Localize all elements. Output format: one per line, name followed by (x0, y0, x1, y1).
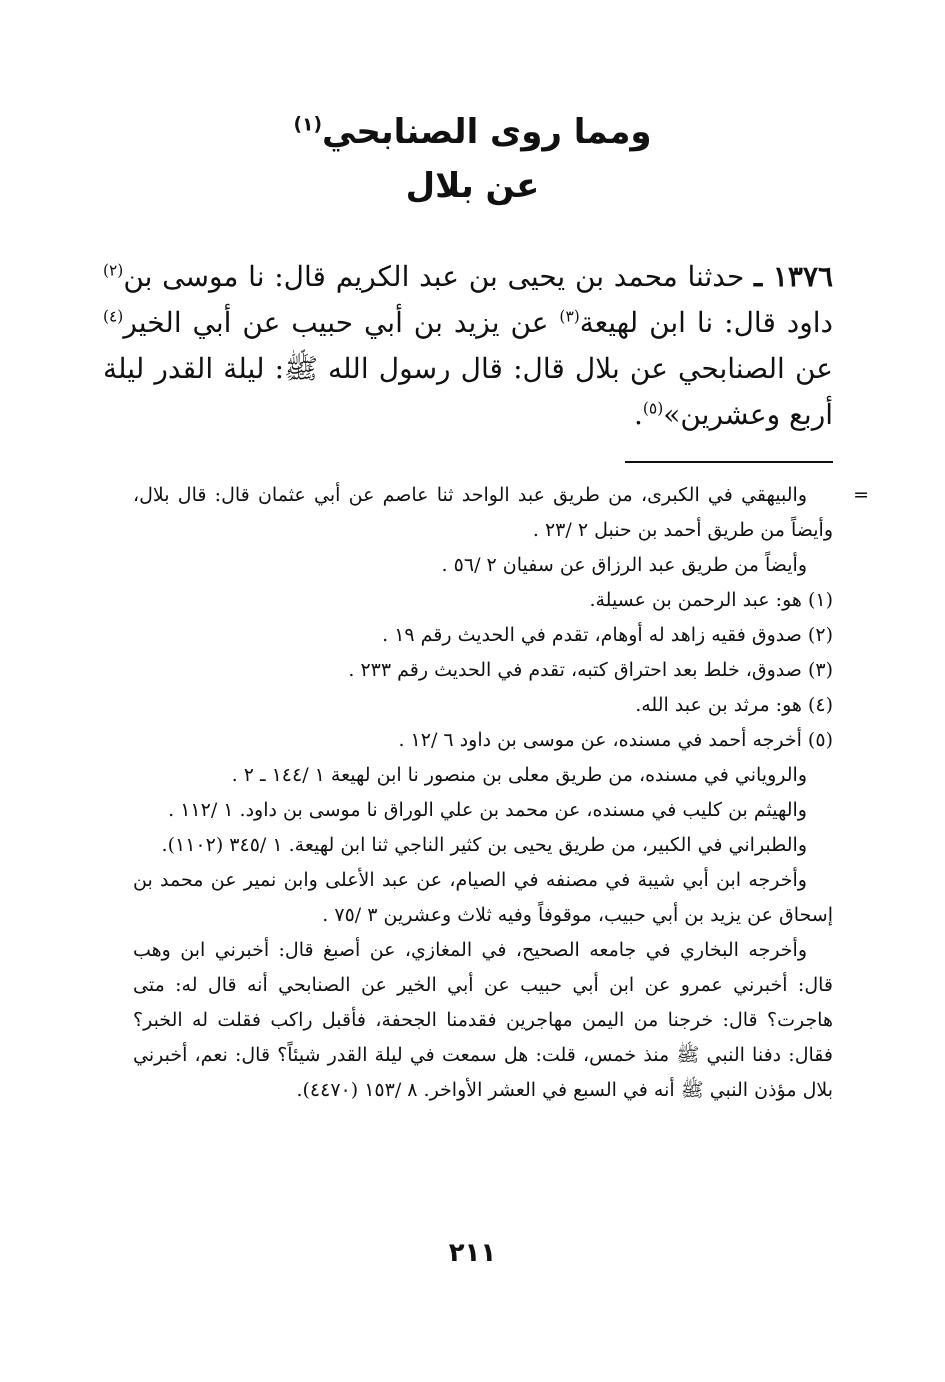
footnote-5-roayani: والروياني في مسنده، من طريق معلى بن منصور نا ابن لهيعة ١ /١٤٤ ـ ٢ . (231, 764, 807, 786)
footnote-continuation (133, 478, 869, 548)
footnotes (133, 478, 869, 1108)
continuation-mark: = (853, 484, 869, 506)
footnote-5-ibn-abi-shaybah: وأخرجه ابن أبي شيبة في مصنفه في الصيام، عن عبد الأعلى وابن نمير عن محمد بن إسحاق عن يزيد بن أبي حبيب، موقوفاً وفيه ثلاث وعشرين ٣ /٧٥ . (133, 869, 833, 926)
footnote-5-bukhari: وأخرجه البخاري في جامعه الصحيح، في المغازي، عن أصبغ قال: أخبرني ابن وهب قال: أخبرني عمرو عن ابن أبي حبيب عن أبي الخير عن الصنابحي أنه قال له: متى هاجرت؟ قال: خرجنا من اليمن مهاجرين فقدمنا الجحفة، فأقبل راكب فقلت له الخبر؟ فقال: دفنا النبي ﷺ منذ خمس، قلت: هل سمعت في ليلة القدر شيئاً؟ قال: نعم، أخبرني بلال مؤذن النبي ﷺ أنه في السبع في العشر الأواخر. ٨ /١٥٣ (٤٤٧٠). (133, 939, 833, 1101)
footnote-5: (٥) أخرجه أحمد في مسنده، عن موسى بن داود ٦ /١٢ . (398, 729, 833, 751)
hadith-number: ١٣٧٦ ـ (754, 260, 834, 293)
footnote-continuation-text: والبيهقي في الكبرى، من طريق عبد الواحد ثنا عاصم عن أبي عثمان قال: قال بلال، وأيضاً من طريق أحمد بن حنبل ٢ /٢٣ . (133, 484, 833, 541)
footnote-5-tabarani: والطبراني في الكبير، من طريق يحيى بن كثير الناجي ثنا ابن لهيعة. ١ /٣٤٥ (١١٠٢). (161, 834, 807, 856)
footnote-marker-4: (٤) (103, 307, 124, 326)
hadith-part-1: حدثنا محمد بن يحيى بن عبد الكريم قال: نا موسى بن (123, 260, 745, 293)
footnote-marker-1: (١) (293, 114, 322, 136)
footnote-3: (٣) صدوق، خلط بعد احتراق كتبه، تقدم في الحديث رقم ٢٣٣ . (348, 659, 833, 681)
chapter-title-text: ومما روى الصنابحي (321, 112, 652, 152)
footnote-1: (١) هو: عبد الرحمن بن عسيلة. (589, 589, 833, 611)
hadith-part-3: عن يزيد بن أبي حبيب عن أبي الخير (123, 306, 560, 339)
hadith-part-5: . (633, 398, 643, 431)
footnote-marker-2: (٢) (103, 261, 124, 280)
footnote-2: (٢) صدوق فقيه زاهد له أوهام، تقدم في الحديث رقم ١٩ . (382, 624, 833, 646)
footnote-4: (٤) هو: مرثد بن عبد الله. (635, 694, 833, 716)
footnote-continuation-2: وأيضاً من طريق عبد الرزاق عن سفيان ٢ /٥٦ . (441, 554, 807, 576)
chapter-title (0, 112, 945, 153)
footnote-separator (625, 461, 833, 463)
hadith-part-2: داود قال: نا ابن لهيعة (579, 306, 833, 339)
chapter-subtitle: عن بلال (405, 166, 540, 206)
footnote-marker-3: (٣) (559, 307, 580, 326)
footnote-5-haytham: والهيثم بن كليب في مسنده، عن محمد بن علي الوراق نا موسى بن داود. ١ /١١٢ . (168, 799, 807, 821)
page-number: ٢١١ (448, 1238, 497, 1268)
hadith-part-4: عن الصنابحي عن بلال قال: قال رسول الله ﷺ: ليلة القدر ليلة أربع وعشرين» (103, 352, 833, 431)
footnote-marker-5: (٥) (642, 399, 664, 418)
hadith-text (103, 254, 833, 438)
